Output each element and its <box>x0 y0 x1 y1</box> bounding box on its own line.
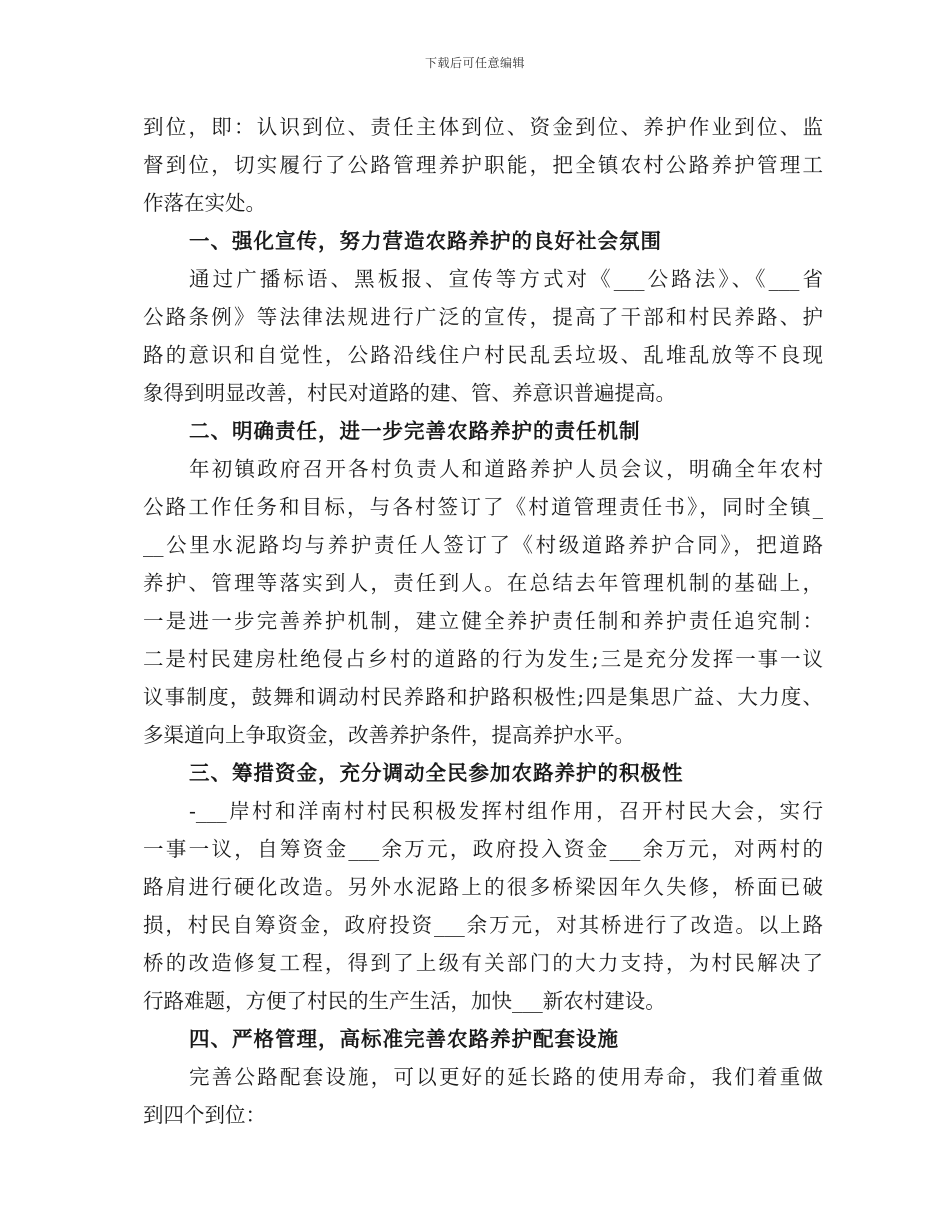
paragraph-line: 公路条例》等法律法规进行广泛的宣传，提高了干部和村民养路、护 <box>143 305 823 329</box>
paragraph-line: 路肩进行硬化改造。另外水泥路上的很多桥梁因年久失修，桥面已破 <box>143 875 823 899</box>
paragraph-line: -___岸村和洋南村村民积极发挥村组作用，召开村民大会，实行 <box>189 799 823 823</box>
paragraph-line: 路的意识和自觉性，公路沿线住户村民乱丢垃圾、乱堆乱放等不良现 <box>143 343 823 367</box>
section-heading: 一、强化宣传，努力营造农路养护的良好社会氛围 <box>189 229 662 253</box>
paragraph-line: 通过广播标语、黑板报、宣传等方式对《___公路法》、《___省 <box>189 267 823 291</box>
paragraph-line: 一事一议，自筹资金___余万元，政府投入资金___余万元，对两村的 <box>143 837 823 861</box>
paragraph-line: 到四个到位： <box>143 1103 266 1127</box>
paragraph-line: 一是进一步完善养护机制，建立健全养护责任制和养护责任追究制： <box>143 609 823 633</box>
paragraph-line: 二是村民建房杜绝侵占乡村的道路的行为发生;三是充分发挥一事一议 <box>143 647 823 671</box>
section-heading: 三、筹措资金，充分调动全民参加农路养护的积极性 <box>189 761 684 785</box>
paragraph-line: 议事制度，鼓舞和调动村民养路和护路积极性;四是集思广益、大力度、 <box>143 685 823 709</box>
paragraph-line: 到位，即：认识到位、责任主体到位、资金到位、养护作业到位、监 <box>143 115 823 139</box>
paragraph-line: __公里水泥路均与养护责任人签订了《村级道路养护合同》，把道路 <box>143 533 823 557</box>
section-heading: 二、明确责任，进一步完善农路养护的责任机制 <box>189 419 641 443</box>
paragraph-line: 行路难题，方便了村民的生产生活，加快___新农村建设。 <box>143 989 666 1013</box>
paragraph-line: 作落在实处。 <box>143 191 266 215</box>
paragraph-line: 损，村民自筹资金，政府投资___余万元，对其桥进行了改造。以上路 <box>143 913 823 937</box>
header-note: 下载后可任意编辑 <box>424 56 525 70</box>
paragraph-line: 象得到明显改善，村民对道路的建、管、养意识普遍提高。 <box>143 381 676 405</box>
paragraph-line: 多渠道向上争取资金，改善养护条件，提高养护水平。 <box>143 723 635 747</box>
paragraph-line: 完善公路配套设施，可以更好的延长路的使用寿命，我们着重做 <box>189 1065 823 1089</box>
paragraph-line: 桥的改造修复工程，得到了上级有关部门的大力支持，为村民解决了 <box>143 951 823 975</box>
paragraph-line: 年初镇政府召开各村负责人和道路养护人员会议，明确全年农村 <box>189 457 823 481</box>
paragraph-line: 养护、管理等落实到人，责任到人。在总结去年管理机制的基础上， <box>143 571 823 595</box>
document-body <box>143 108 823 1134</box>
section-heading: 四、严格管理，高标准完善农路养护配套设施 <box>189 1027 619 1051</box>
paragraph-line: 公路工作任务和目标，与各村签订了《村道管理责任书》，同时全镇_ <box>143 495 823 519</box>
paragraph-line: 督到位，切实履行了公路管理养护职能，把全镇农村公路养护管理工 <box>143 153 823 177</box>
